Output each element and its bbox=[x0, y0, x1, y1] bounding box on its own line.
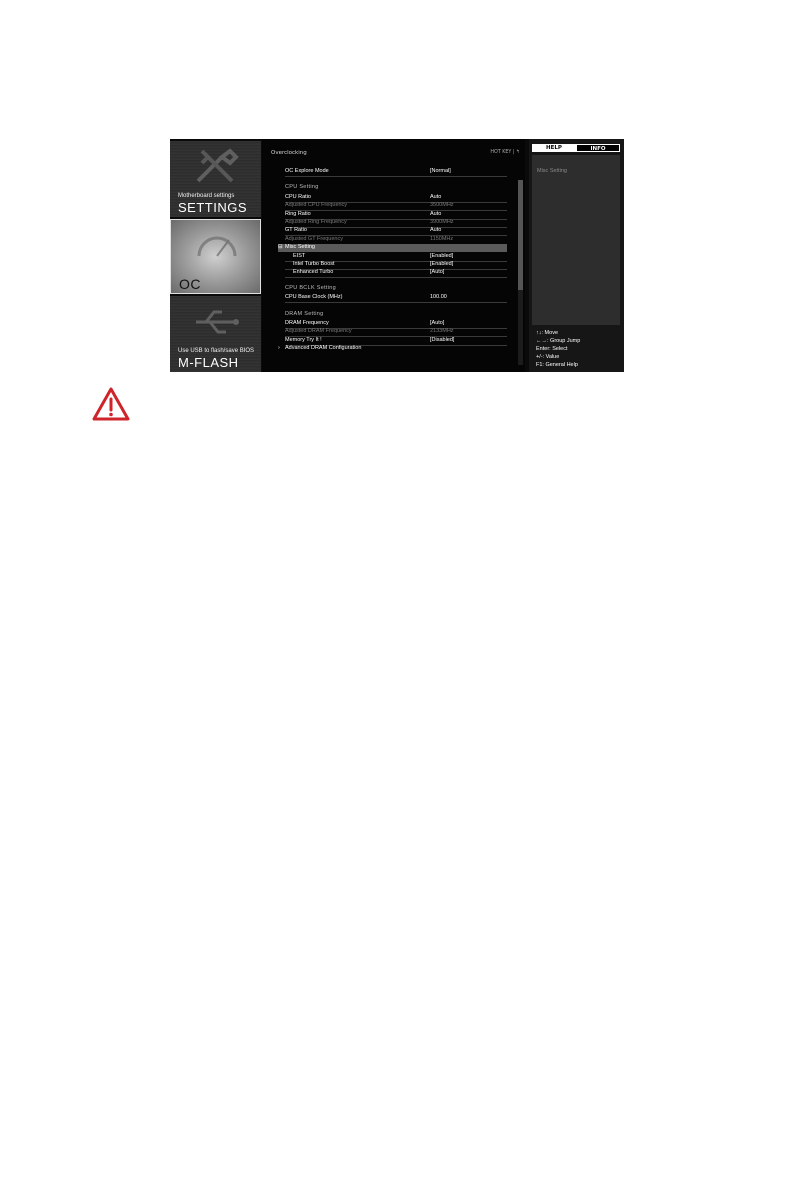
row-label: Advanced DRAM Configuration bbox=[285, 345, 362, 351]
key-hint: ←→: Group Jump bbox=[536, 338, 581, 344]
row-value: 1150MHz bbox=[430, 236, 454, 242]
help-panel bbox=[529, 139, 624, 372]
gt-ratio-row[interactable] bbox=[285, 227, 507, 236]
tools-icon bbox=[192, 147, 240, 187]
tab-help[interactable]: HELP bbox=[532, 144, 576, 152]
settings-tile-subtitle: Motherboard settings bbox=[178, 193, 235, 199]
key-hint: +/-: Value bbox=[536, 354, 560, 360]
row-label: Misc Setting bbox=[285, 244, 315, 250]
help-text: Misc Setting bbox=[537, 168, 567, 174]
tab-info[interactable]: INFO bbox=[576, 144, 620, 152]
row-label: Intel Turbo Boost bbox=[293, 261, 335, 267]
adjusted-dram-frequency-row bbox=[285, 328, 507, 337]
row-label: DRAM Frequency bbox=[285, 320, 329, 326]
oc-tile-title: OC bbox=[179, 276, 201, 292]
row-value: 2133MHz bbox=[430, 328, 454, 334]
key-hint: F1: General Help bbox=[536, 362, 578, 368]
row-label: Ring Ratio bbox=[285, 211, 311, 217]
m-flash-tile-subtitle: Use USB to flash/save BIOS bbox=[178, 348, 255, 354]
row-value: Auto bbox=[430, 211, 442, 217]
hotkey-button[interactable]: HOT KEY | ↰ bbox=[490, 150, 520, 155]
oc-settings-panel bbox=[262, 139, 525, 372]
key-legend bbox=[536, 329, 580, 369]
row-label: CPU Ratio bbox=[285, 194, 311, 200]
help-text-area bbox=[532, 155, 620, 325]
misc-setting-row[interactable] bbox=[278, 244, 507, 252]
row-label: Adjusted DRAM Frequency bbox=[285, 328, 352, 334]
usb-icon bbox=[192, 302, 240, 342]
row-label: GT Ratio bbox=[285, 227, 307, 233]
row-value: [Normal] bbox=[430, 168, 451, 174]
row-value: [Disabled] bbox=[430, 337, 455, 343]
row-label: Adjusted GT Frequency bbox=[285, 236, 343, 242]
row-value: [Enabled] bbox=[430, 261, 454, 267]
row-value: [Auto] bbox=[430, 320, 445, 326]
row-value: Auto bbox=[430, 194, 442, 200]
row-value: 3900MHz bbox=[430, 219, 454, 225]
bios-screenshot bbox=[170, 139, 624, 372]
row-value: [Enabled] bbox=[430, 253, 454, 259]
row-value: Auto bbox=[430, 227, 442, 233]
row-label: EIST bbox=[293, 253, 306, 259]
row-label: Adjusted Ring Frequency bbox=[285, 219, 347, 225]
left-menu bbox=[170, 139, 261, 372]
m-flash-tile-title: M-FLASH bbox=[178, 355, 239, 370]
oc-tile[interactable] bbox=[170, 219, 261, 294]
advanced-dram-configuration-row[interactable] bbox=[278, 345, 507, 353]
row-label: Memory Try It ! bbox=[285, 337, 322, 343]
row-value: 100.00 bbox=[430, 294, 447, 300]
settings-tile-title: SETTINGS bbox=[178, 200, 248, 215]
row-label: Adjusted CPU Frequency bbox=[285, 202, 348, 208]
warning-icon bbox=[91, 386, 131, 422]
enhanced-turbo-row[interactable] bbox=[285, 269, 507, 278]
settings-tile[interactable] bbox=[170, 141, 261, 217]
key-hint: ↑↓: Move bbox=[536, 330, 559, 336]
gauge-icon bbox=[193, 226, 241, 266]
row-value: [Auto] bbox=[430, 269, 445, 275]
collapse-icon[interactable]: ⊟ bbox=[278, 244, 283, 250]
oc-explore-mode-row[interactable] bbox=[285, 168, 507, 177]
row-value: 3500MHz bbox=[430, 202, 454, 208]
page-title: Overclocking bbox=[271, 150, 307, 156]
adjusted-cpu-frequency-row bbox=[285, 202, 507, 211]
m-flash-tile[interactable] bbox=[170, 296, 261, 372]
dram-section-title: DRAM Setting bbox=[285, 311, 324, 317]
key-hint: Enter: Select bbox=[536, 346, 568, 352]
row-label: OC Explore Mode bbox=[285, 168, 329, 174]
row-label: Enhanced Turbo bbox=[293, 269, 334, 275]
chevron-right-icon: › bbox=[278, 345, 280, 351]
bclk-section-title: CPU BCLK Setting bbox=[285, 285, 336, 291]
row-label: CPU Base Clock (MHz) bbox=[285, 294, 343, 300]
cpu-section-title: CPU Setting bbox=[285, 184, 319, 190]
scrollbar-thumb[interactable] bbox=[518, 180, 523, 290]
cpu-base-clock-row[interactable] bbox=[285, 294, 507, 303]
